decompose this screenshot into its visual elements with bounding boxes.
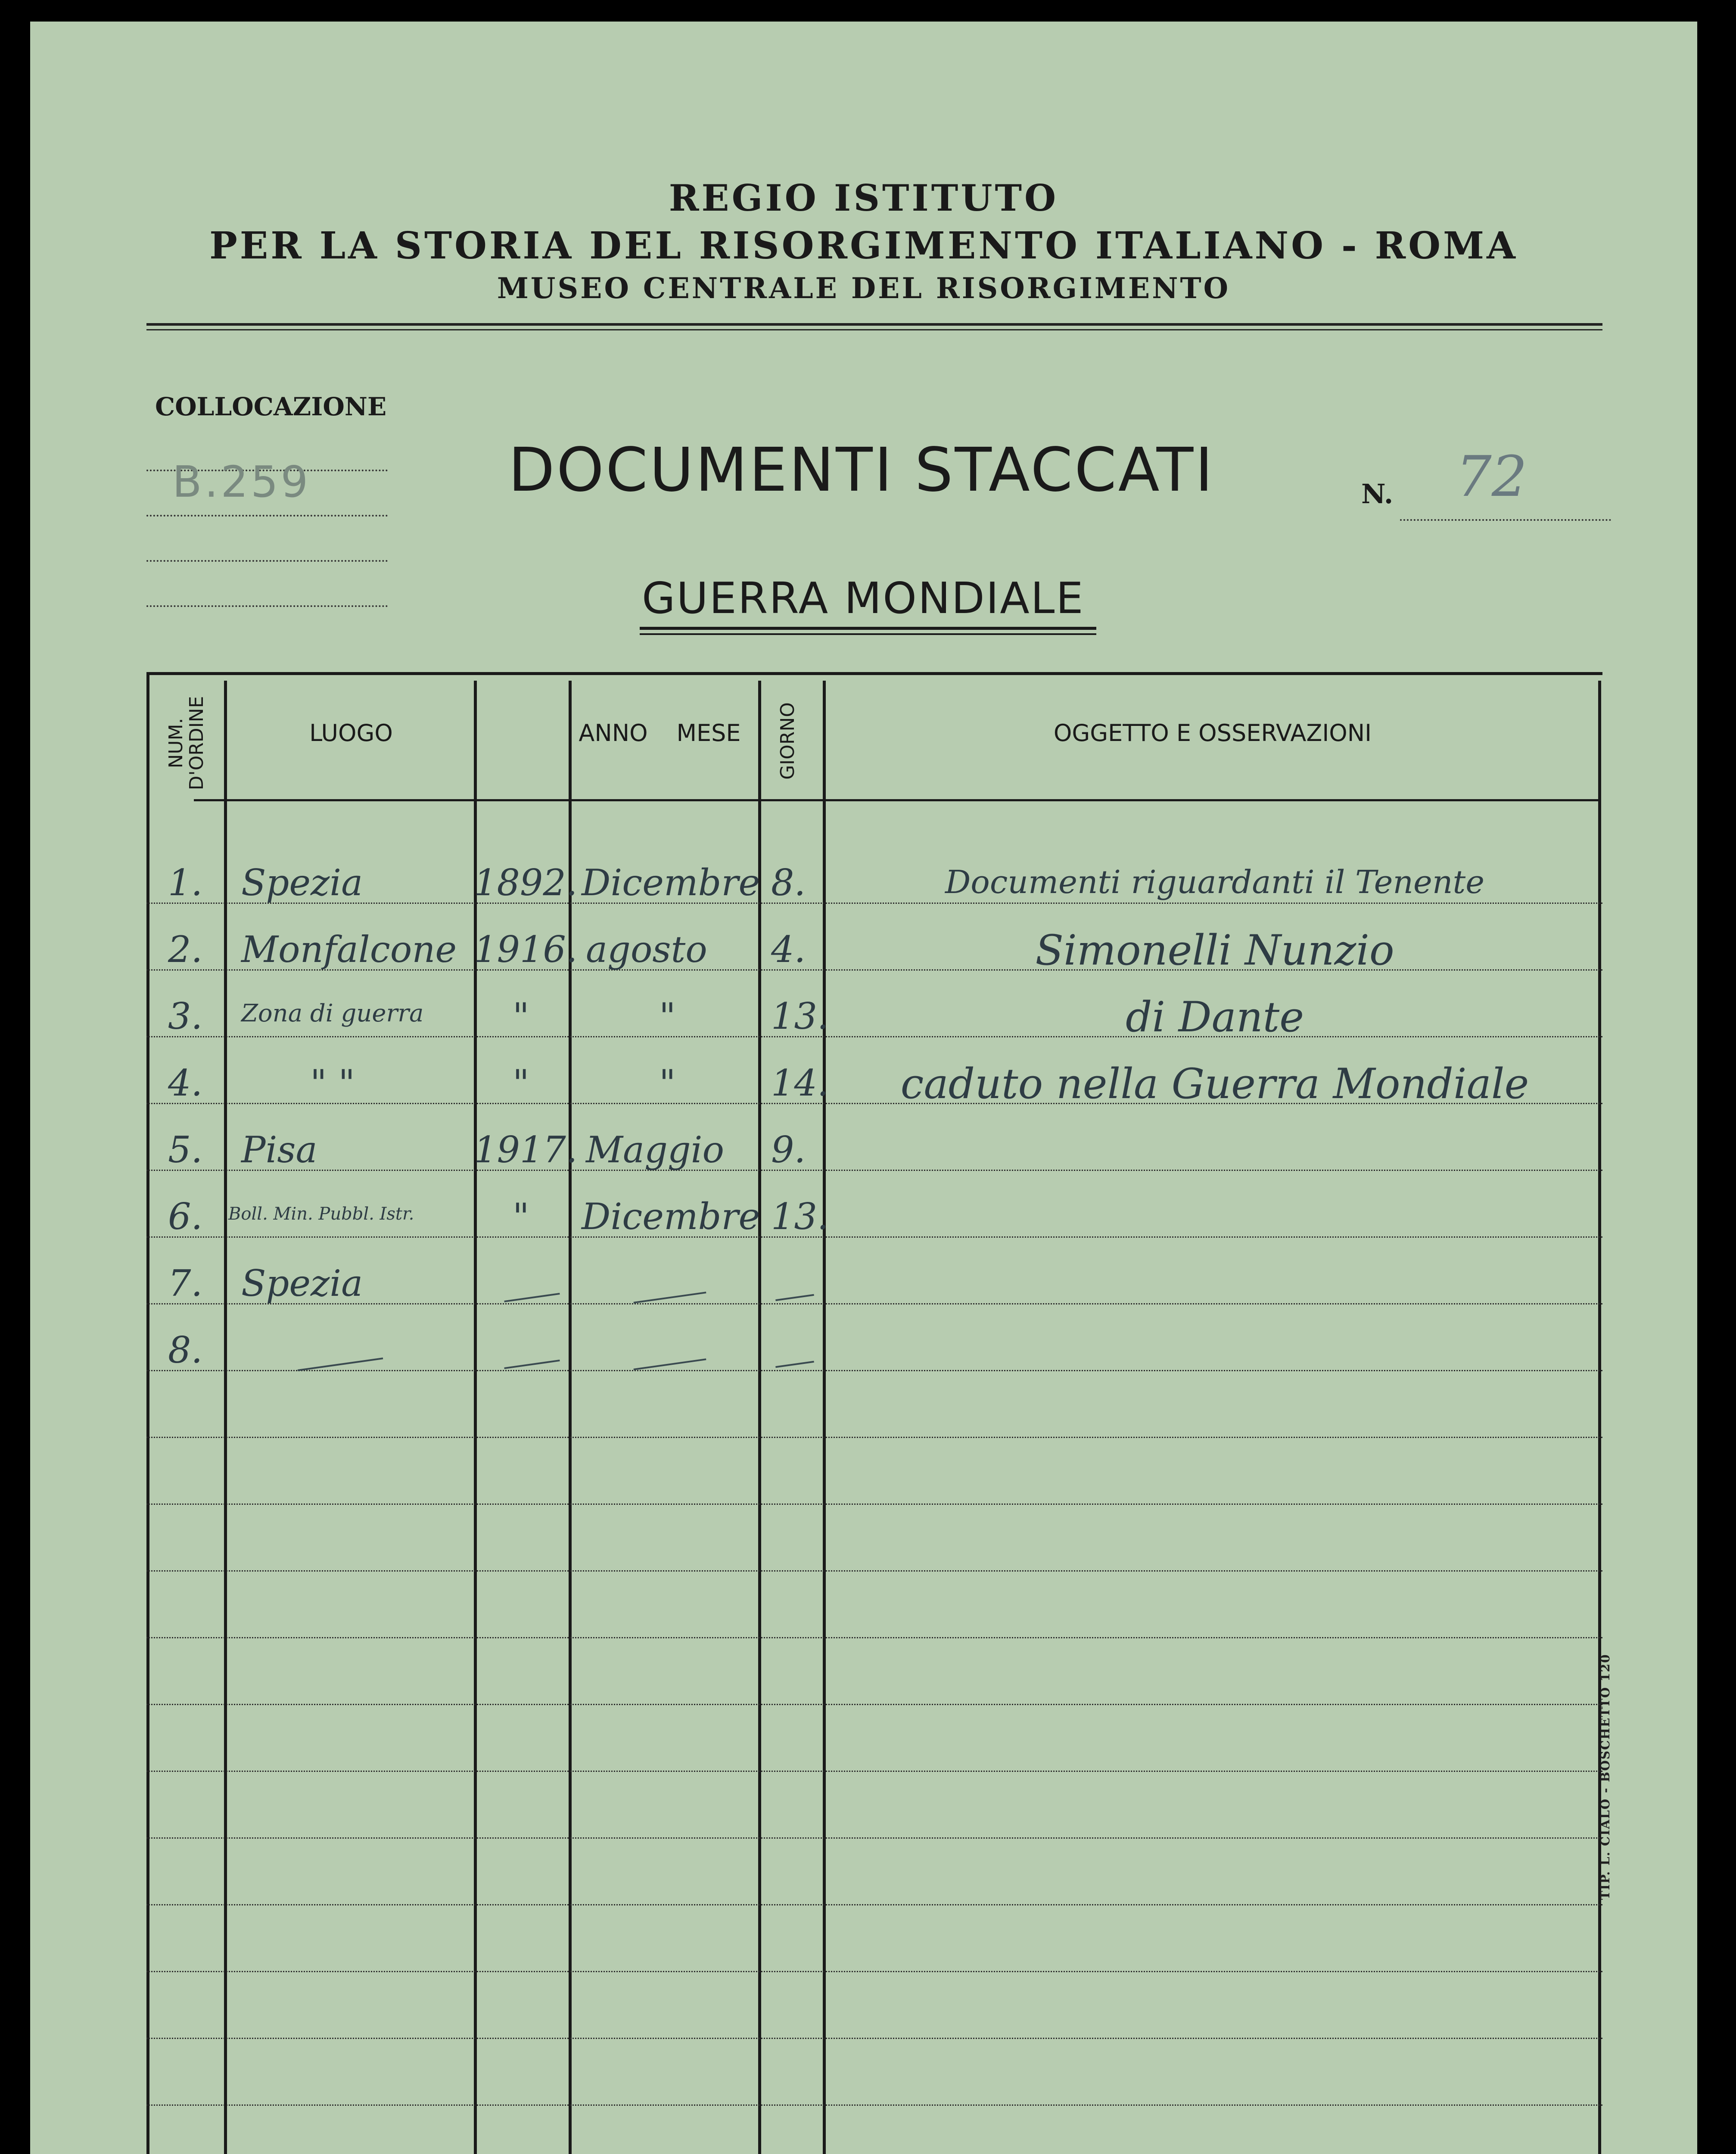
number-value: 72 [1456,444,1528,509]
row-6-num: 6. [168,1195,203,1238]
row-6-anno: " [513,1195,529,1238]
row-7-anno-dash [504,1293,560,1302]
row-2-num: 2. [168,928,203,971]
row-2-mese: agosto [586,928,707,971]
table-header-separator [194,799,1598,801]
row-4-giorno: 14. [771,1062,829,1104]
row-rule [146,1971,1602,1972]
row-1-anno: 1892. [474,862,578,904]
collocazione-label: COLLOCAZIONE [155,392,387,421]
row-rule [146,2038,1602,2039]
row-3-num: 3. [168,995,203,1037]
collocazione-value: B.259 [172,457,311,507]
table-col-divider-giorno [823,681,826,2154]
row-3-anno: " [513,995,529,1037]
header-mese: MESE [676,719,741,747]
row-rule [146,1904,1602,1905]
row-3-giorno: 13. [771,995,829,1037]
printer-imprint: TIP. L. CIALO - BOSCHETTO 120 [1598,1653,1612,1900]
header-anno: ANNO [579,719,648,747]
row-2-luogo: Monfalcone [241,928,457,971]
observation-line-2: Simonelli Nunzio [1035,926,1394,974]
row-8-anno-dash [504,1360,560,1369]
observation-line-3: di Dante [1125,993,1304,1041]
row-rule [146,1704,1602,1705]
row-1-mese: Dicembre [582,862,760,904]
header-giorno: GIORNO [777,702,799,780]
row-rule [146,903,1602,904]
row-5-giorno: 9. [771,1129,806,1171]
row-1-giorno: 8. [771,862,806,904]
row-7-luogo: Spezia [241,1262,363,1304]
row-4-anno: " [513,1062,529,1104]
row-5-luogo: Pisa [241,1129,317,1171]
document-sheet [30,22,1697,2154]
header-rule-bottom [146,329,1602,330]
header-line-3: MUSEO CENTRALE DEL RISORGIMENTO [497,271,1231,305]
header-luogo: LUOGO [309,719,393,747]
observation-line-4: caduto nella Guerra Mondiale [900,1060,1529,1108]
table-right-border [1598,681,1601,2154]
table-left-border [146,672,149,2154]
row-8-luogo-dash [298,1357,383,1371]
collocazione-line-3 [146,560,388,562]
row-3-mese: " [659,995,676,1037]
row-rule [146,1837,1602,1839]
row-3-luogo: Zona di guerra [241,999,424,1027]
row-2-giorno: 4. [771,928,806,971]
row-rule [146,1170,1602,1171]
row-7-mese-dash [634,1292,706,1304]
row-rule [146,1503,1602,1505]
row-rule [146,1771,1602,1772]
row-4-num: 4. [168,1062,203,1104]
row-7-giorno-dash [775,1294,814,1301]
number-label: N. [1361,478,1394,510]
header-num-dordine: NUM. D'ORDINE [165,696,208,791]
row-rule [146,2104,1602,2106]
row-rule [146,1236,1602,1238]
row-rule [146,1370,1602,1371]
row-5-anno: 1917. [474,1129,578,1171]
row-1-num: 1. [168,862,203,904]
table-top-border [146,672,1602,675]
row-4-mese: " [659,1062,676,1104]
row-rule [146,1303,1602,1304]
row-6-giorno: 13. [771,1195,829,1238]
header-rule-top [146,323,1602,326]
collocazione-line-2 [146,515,388,517]
header-line-2: PER LA STORIA DEL RISORGIMENTO ITALIANO - ROMA [209,224,1518,268]
row-7-num: 7. [168,1262,203,1304]
row-8-mese-dash [634,1358,706,1370]
subtitle-underline-1 [640,627,1096,630]
table-col-divider-num [224,681,227,2154]
number-line [1400,519,1611,521]
row-6-mese: Dicembre [582,1195,760,1238]
row-rule [146,1437,1602,1438]
row-8-num: 8. [168,1329,203,1371]
row-5-num: 5. [168,1129,203,1171]
row-8-giorno-dash [775,1361,814,1368]
observation-line-1: Documenti riguardanti il Tenente [945,864,1485,901]
row-2-anno: 1916. [474,928,578,971]
row-rule [146,1570,1602,1572]
row-6-luogo: Boll. Min. Pubbl. Istr. [228,1204,414,1224]
document-title: DOCUMENTI STACCATI [508,435,1215,505]
row-1-luogo: Spezia [241,862,363,904]
subtitle-underline-2 [640,633,1096,635]
collocazione-line-4 [146,605,388,607]
row-rule [146,1637,1602,1638]
subtitle: GUERRA MONDIALE [642,573,1085,623]
header-line-1: REGIO ISTITUTO [669,177,1059,219]
header-oggetto: OGGETTO E OSSERVAZIONI [1053,719,1372,747]
row-4-luogo: " " [310,1062,355,1104]
row-5-mese: Maggio [586,1129,725,1171]
